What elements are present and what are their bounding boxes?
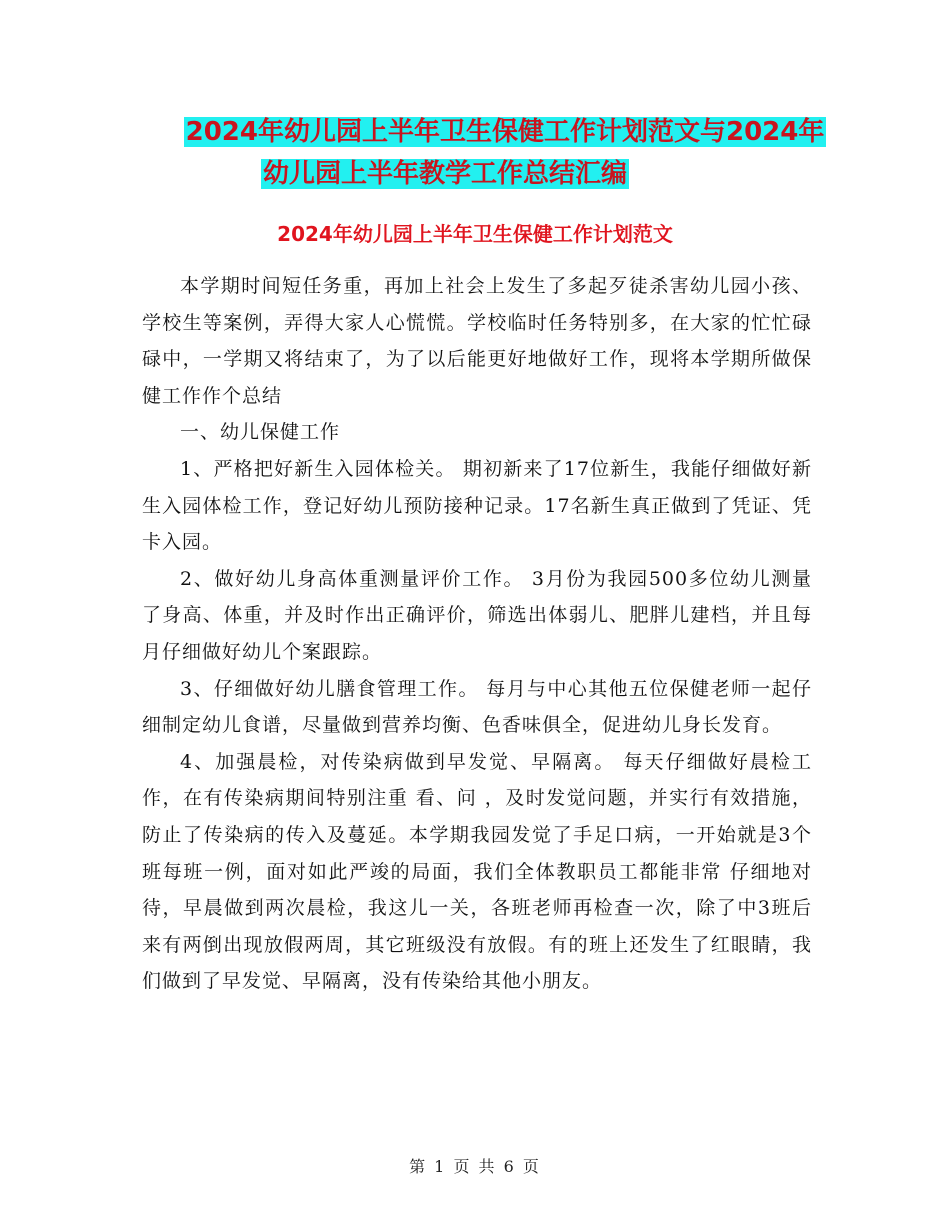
document-body (142, 268, 812, 1000)
document-title-line-1 (30, 108, 950, 156)
document-title-line-2 (0, 150, 920, 198)
title-highlight-1: 2024年幼儿园上半年卫生保健工作计划范文与2024年 (185, 117, 825, 147)
section-title: 2024年幼儿园上半年卫生保健工作计划范文 (277, 222, 673, 246)
page-footer: 第 1 页 共 6 页 (409, 1157, 541, 1176)
title-highlight-2: 幼儿园上半年教学工作总结汇编 (262, 159, 627, 189)
paragraph-heading: 一、幼儿保健工作 (180, 421, 341, 444)
paragraph-item-1: 1、严格把好新生入园体检关。 期初新来了17位新生，我能仔细做好新生入园体检工作，登记好幼儿预防接种记录。17名新生真正做到了凭证、凭卡入园。 (142, 457, 812, 554)
paragraph-item-2: 2、做好幼儿身高体重测量评价工作。 3月份为我园500多位幼儿测量了身高、体重，并及时作出正确评价，筛选出体弱儿、肥胖儿建档，并且每月仔细做好幼儿个案跟踪。 (142, 567, 812, 663)
paragraph-item-4: 4、加强晨检，对传染病做到早发觉、早隔离。 每天仔细做好晨检工作，在有传染病期间特别注重 看、问 ，及时发觉问题，并实行有效措施，防止了传染病的传入及蔓延。本学期我园发觉了手足口病，一开始就是3个班每班一例，面对如此严竣的局面，我们全体教职员工都能非常 仔细地对待，早晨做到两次晨检，我这儿一关，各班老师再检查一次，除了中3班后来有两倒出现放假两周，其它班级没有放假。有的班上还发生了红眼睛，我们做到了早发觉、早隔离，没有传染给其他小朋友。 (142, 750, 812, 993)
paragraph-item-3: 3、仔细做好幼儿膳食管理工作。 每月与中心其他五位保健老师一起仔细制定幼儿食谱，尽量做到营养均衡、色香味俱全，促进幼儿身长发育。 (142, 677, 812, 737)
paragraph-intro: 本学期时间短任务重，再加上社会上发生了多起歹徒杀害幼儿园小孩、学校生等案例，弄得大家人心慌慌。学校临时任务特别多，在大家的忙忙碌碌中，一学期又将结束了，为了以后能更好地做好工作，现将本学期所做保健工作作个总结 (142, 275, 812, 407)
